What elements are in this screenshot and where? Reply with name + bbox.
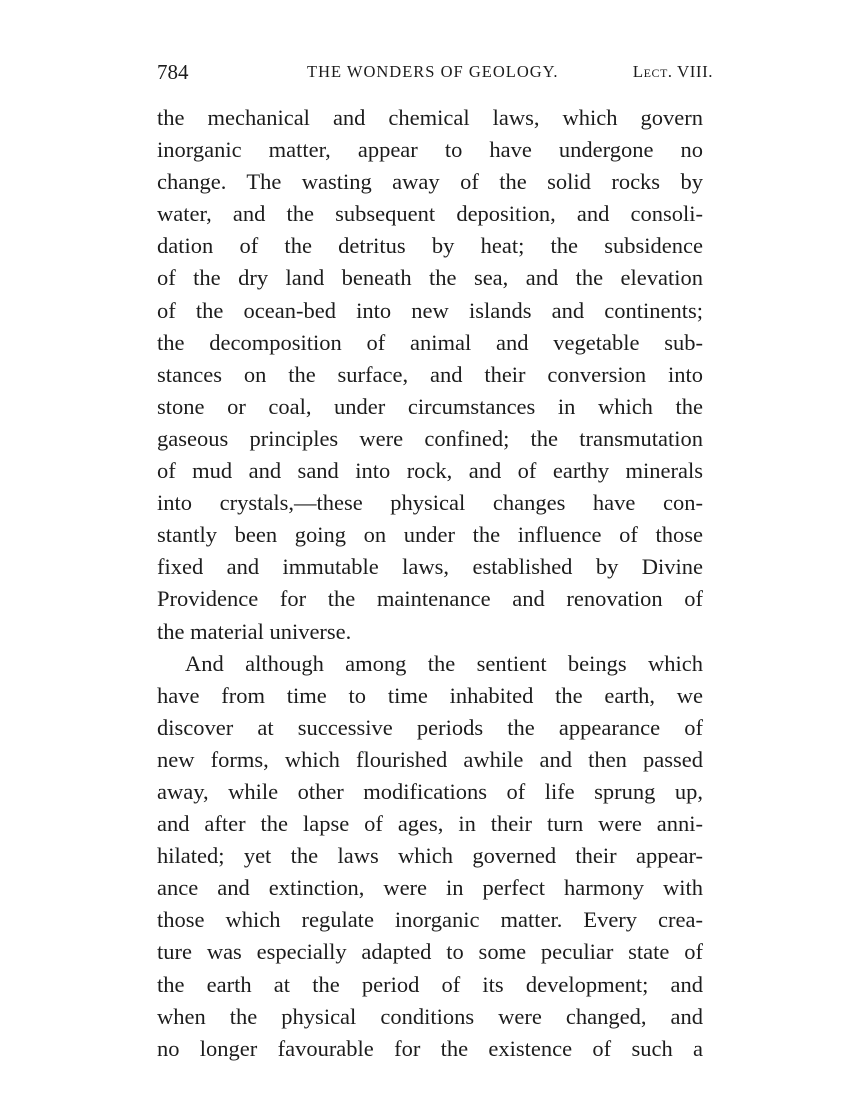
text-line: the earth at the period of its development; and bbox=[157, 971, 703, 997]
text-line: dation of the detritus by heat; the subsidence bbox=[157, 233, 703, 259]
running-title: THE WONDERS OF GEOLOGY. bbox=[307, 62, 559, 81]
text-line: ance and extinction, were in perfect harmony with bbox=[157, 875, 703, 901]
text-line: of mud and sand into rock, and of earthy minerals bbox=[157, 458, 703, 484]
text-line: away, while other modifications of life sprung up, bbox=[157, 778, 703, 804]
text-line: the mechanical and chemical laws, which govern bbox=[157, 105, 703, 130]
text-line: ture was especially adapted to some peculiar state of bbox=[157, 939, 703, 965]
text-line: into crystals,—these physical changes have con- bbox=[157, 490, 703, 516]
text-line: change. The wasting away of the solid rocks by bbox=[157, 169, 703, 195]
text-line: Providence for the maintenance and renovation of bbox=[157, 586, 703, 612]
text-line: gaseous principles were confined; the transmutation bbox=[157, 425, 703, 451]
lecture-number: Lect. VIII. bbox=[632, 62, 713, 81]
text-line: and after the lapse of ages, in their turn were anni- bbox=[157, 811, 703, 837]
text-line: the material universe. bbox=[157, 618, 352, 644]
running-head bbox=[157, 60, 713, 84]
body-text bbox=[157, 102, 703, 1065]
text-line: no longer favourable for the existence of such a bbox=[157, 1035, 703, 1061]
text-line: of the ocean-bed into new islands and continents; bbox=[157, 297, 703, 323]
page-number: 784 bbox=[157, 60, 189, 84]
text-line: have from time to time inhabited the earth, we bbox=[157, 682, 703, 708]
text-line: the decomposition of animal and vegetable sub- bbox=[157, 329, 703, 355]
text-line: inorganic matter, appear to have undergone no bbox=[157, 137, 703, 163]
paragraph bbox=[157, 648, 703, 1065]
paragraph bbox=[157, 102, 703, 648]
text-line: of the dry land beneath the sea, and the elevation bbox=[157, 265, 703, 291]
text-line: fixed and immutable laws, established by Divine bbox=[157, 554, 703, 580]
text-line: water, and the subsequent deposition, and consoli- bbox=[157, 201, 703, 227]
text-line: new forms, which flourished awhile and then passed bbox=[157, 746, 703, 772]
text-line: discover at successive periods the appearance of bbox=[157, 714, 703, 740]
text-line: stantly been going on under the influence of those bbox=[157, 522, 703, 548]
text-line: those which regulate inorganic matter. Every crea- bbox=[157, 907, 703, 933]
text-line: stances on the surface, and their conversion into bbox=[157, 361, 703, 387]
text-line: when the physical conditions were changed, and bbox=[157, 1003, 703, 1029]
text-line: hilated; yet the laws which governed their appear- bbox=[157, 843, 703, 869]
text-line: And although among the sentient beings which bbox=[185, 650, 703, 676]
text-line: stone or coal, under circumstances in which the bbox=[157, 393, 703, 419]
